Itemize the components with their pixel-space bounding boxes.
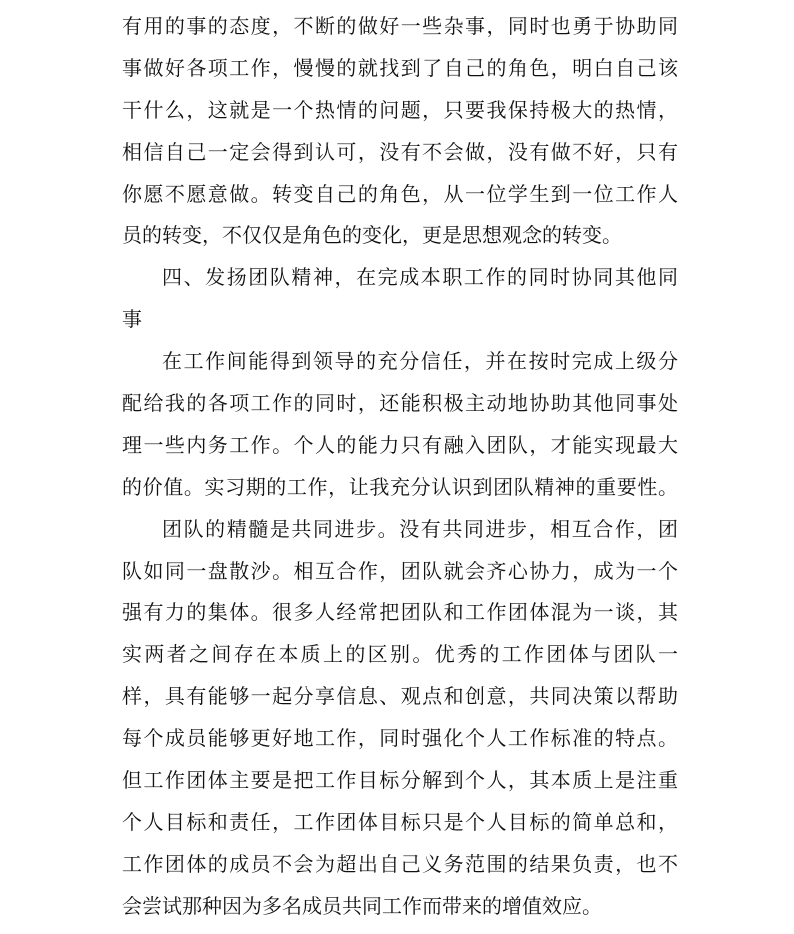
text-line: 每个成员能够更好地工作，同时强化个人工作标准的特点。: [122, 726, 678, 751]
text-line: 的价值。实习期的工作，让我充分认识到团队精神的重要性。: [122, 474, 678, 499]
section-heading-cont: 事: [122, 307, 142, 332]
text-line: 理一些内务工作。个人的能力只有融入团队，才能实现最大: [122, 432, 678, 457]
section-heading: 四、发扬团队精神，在完成本职工作的同时协同其他同: [162, 265, 678, 290]
text-line: 个人目标和责任，工作团体目标只是个人目标的简单总和，: [122, 809, 678, 834]
text-line: 实两者之间存在本质上的区别。优秀的工作团体与团队一: [122, 642, 678, 667]
text-line: 会尝试那种因为多名成员共同工作而带来的增值效应。: [122, 893, 602, 918]
text-line: 在工作间能得到领导的充分信任，并在按时完成上级分: [162, 349, 678, 374]
document-body: [122, 6, 678, 928]
text-line: 样，具有能够一起分享信息、观点和创意，共同决策以帮助: [122, 684, 678, 709]
text-line: 配给我的各项工作的同时，还能积极主动地协助其他同事处: [122, 391, 678, 416]
text-line: 干什么，这就是一个热情的问题，只要我保持极大的热情，: [122, 97, 678, 122]
text-line: 强有力的集体。很多人经常把团队和工作团体混为一谈，其: [122, 600, 678, 625]
text-line: 员的转变，不仅仅是角色的变化，更是思想观念的转变。: [122, 223, 622, 248]
text-line: 工作团体的成员不会为超出自己义务范围的结果负责，也不: [122, 851, 678, 876]
text-line: 相信自己一定会得到认可，没有不会做，没有做不好，只有: [122, 139, 678, 164]
text-line: 有用的事的态度，不断的做好一些杂事，同时也勇于协助同: [122, 14, 678, 38]
text-line: 团队的精髓是共同进步。没有共同进步，相互合作，团: [162, 516, 678, 541]
text-line: 但工作团体主要是把工作目标分解到个人，其本质上是注重: [122, 768, 678, 793]
text-line: 事做好各项工作，慢慢的就找到了自己的角色，明白自己该: [122, 55, 678, 80]
text-line: 队如同一盘散沙。相互合作，团队就会齐心协力，成为一个: [122, 558, 678, 583]
text-line: 你愿不愿意做。转变自己的角色，从一位学生到一位工作人: [122, 181, 678, 206]
